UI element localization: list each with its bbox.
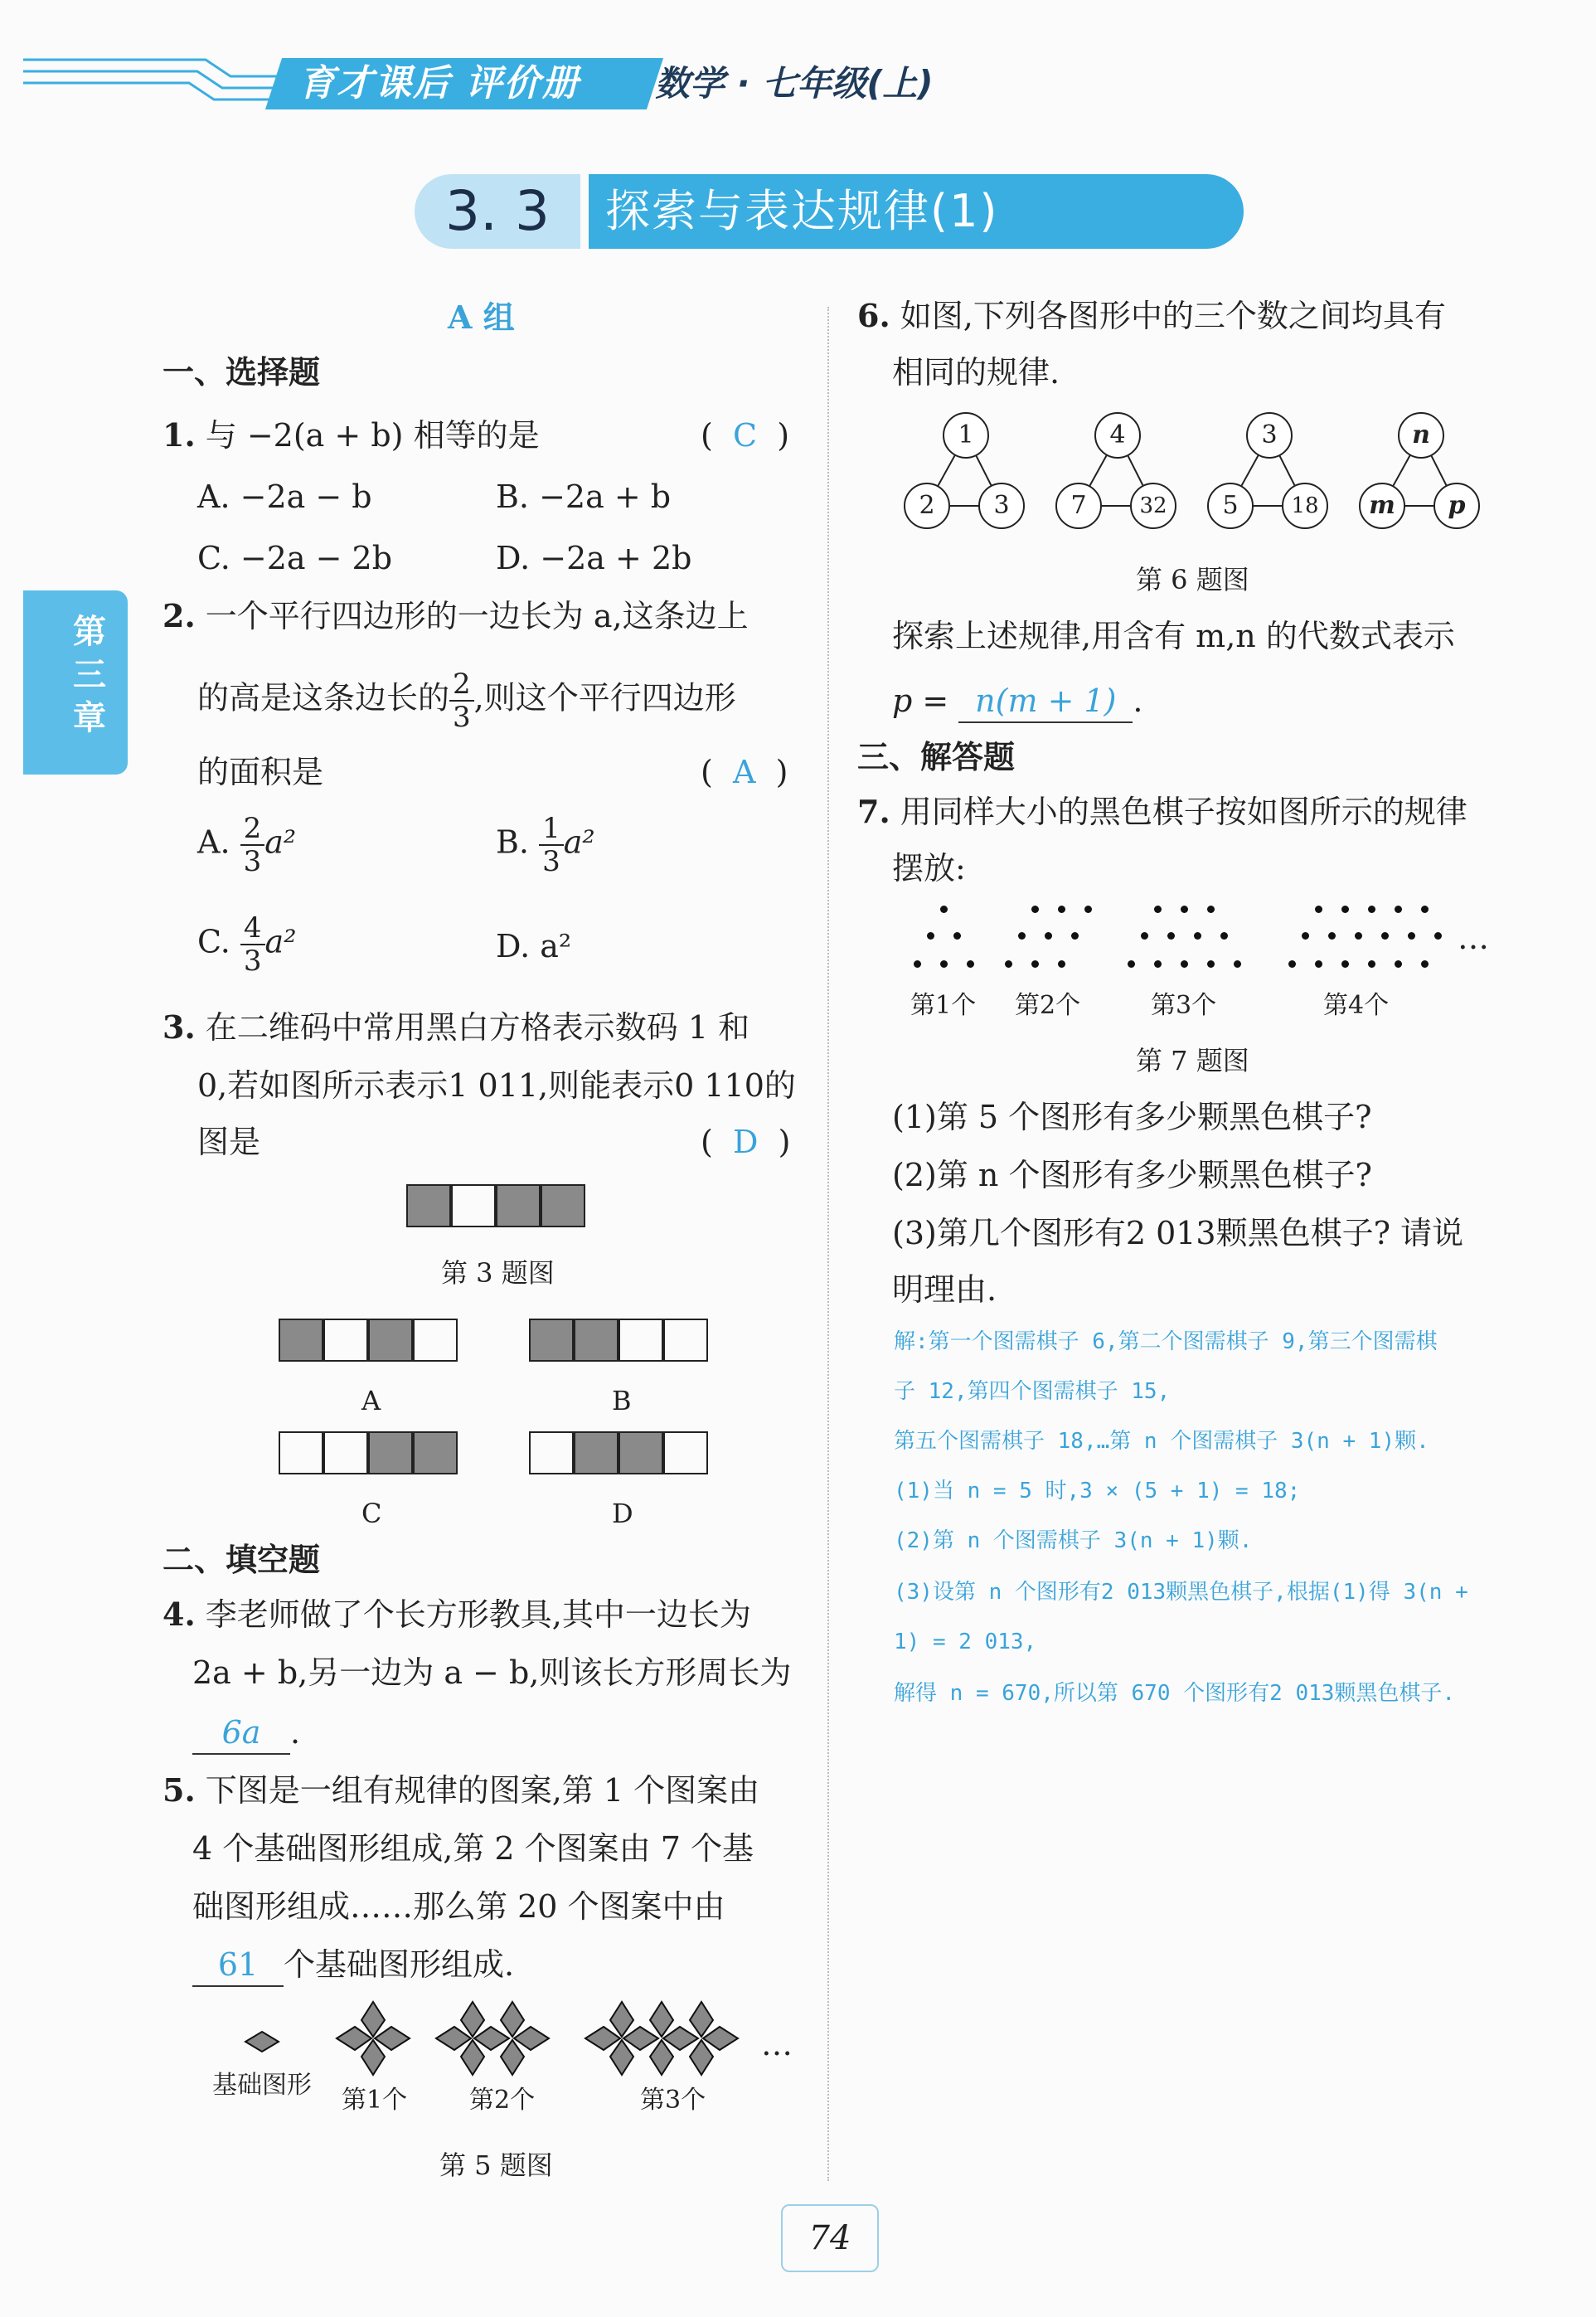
q6-line1 [857, 295, 1446, 337]
q3a-cell [413, 1319, 458, 1362]
q7-dot [1434, 932, 1442, 940]
q7-dot [1234, 960, 1241, 968]
q3d-cell [529, 1431, 574, 1474]
q2-a-num: 2 [240, 813, 265, 846]
q7-ellipsis: … [1458, 920, 1489, 956]
q1-option-b: B. −2a + b [496, 478, 672, 515]
q5-label-basic: 基础图形 [212, 2071, 312, 2100]
q7-label-1: 第1个 [910, 991, 977, 1020]
header-subject: 数学 · 七年级(上) [655, 63, 934, 104]
q2-c-frac [240, 912, 265, 977]
q5-ellipsis: … [761, 2026, 793, 2062]
q7-num: 7. [857, 793, 890, 830]
q3d-cell [574, 1431, 619, 1474]
q2-b-den: 3 [542, 845, 560, 878]
q3-cell [541, 1184, 585, 1227]
q1-option-d: D. −2a + 2b [496, 540, 692, 576]
q7-dot [1141, 932, 1148, 940]
q6-t2-right: 32 [1130, 483, 1176, 529]
q7-solution-line: (2)第 n 个图需棋子 3(n + 1)颗. [894, 1528, 1253, 1553]
q7-stem1: 用同样大小的黑色棋子按如图所示的规律 [900, 794, 1467, 830]
q7-dot [1154, 906, 1162, 913]
q7-dot [1058, 906, 1065, 913]
q6-t1-left: 2 [904, 483, 950, 529]
q7-dot [1154, 960, 1162, 968]
q7-dot [967, 960, 974, 968]
q7-dot [1207, 906, 1215, 913]
q7-label-2: 第2个 [1015, 991, 1081, 1020]
q2-a-var: a² [264, 823, 297, 861]
q7-dot [1381, 932, 1389, 940]
q7-dot [1031, 960, 1039, 968]
q6-caption: 第 6 题图 [1136, 564, 1249, 595]
q3-answer: D [732, 1124, 759, 1160]
q7-label-4: 第4个 [1323, 991, 1390, 1020]
q5-caption: 第 5 题图 [439, 2149, 553, 2181]
q5-answer: 61 [192, 1944, 284, 1987]
q1-answer: C [732, 417, 758, 454]
q7-dot [1031, 906, 1039, 913]
q1-num: 1. [163, 416, 196, 454]
q7-dot [953, 932, 961, 940]
q6-answer-line [892, 680, 1142, 723]
q3c-cell [413, 1431, 458, 1474]
q2-a-frac [240, 813, 265, 877]
q5-label-1: 第1个 [342, 2086, 408, 2115]
q3-label-b: B [612, 1385, 632, 1416]
q2-option-d: D. a² [496, 928, 572, 964]
q6-stem1: 如图,下列各图形中的三个数之间均具有 [900, 298, 1446, 334]
q7-line1 [857, 791, 1467, 833]
q2-option-b [496, 813, 595, 877]
q6-t4-right: p [1433, 483, 1480, 529]
q2-option-a [197, 813, 296, 877]
q2-c-var: a² [264, 923, 297, 960]
q7-solution-line: (3)设第 n 个图形有2 013颗黑色棋子,根据(1)得 3(n + [894, 1580, 1468, 1605]
q7-dot [1045, 932, 1052, 940]
q5-num: 5. [163, 1771, 196, 1809]
q5-tail: 个基础图形组成. [284, 1946, 515, 1983]
q6-t3-top: 3 [1246, 412, 1293, 459]
q3b-cell [663, 1319, 708, 1362]
q7-solution-line: 1) = 2 013, [894, 1630, 1037, 1654]
q4-stem2: 2a + b,另一边为 a − b,则该长方形周长为 [192, 1654, 792, 1691]
q7-dot [1302, 932, 1309, 940]
q2-line1 [163, 595, 749, 637]
q6-stem2: 相同的规律. [892, 354, 1060, 391]
q4-stem1: 李老师做了个长方形教具,其中一边长为 [205, 1596, 751, 1633]
q5-label-2: 第2个 [469, 2086, 536, 2115]
q2-fraction [449, 668, 474, 733]
q7-dot [1355, 932, 1362, 940]
q7-dot [1395, 960, 1402, 968]
q2-frac-num: 2 [449, 668, 474, 702]
q6-tail: . [1133, 682, 1143, 719]
group-label: A 组 [448, 299, 515, 336]
q7-sub1: (1)第 5 个图形有多少颗黑色棋子? [892, 1099, 1372, 1135]
q7-sub2: (2)第 n 个图形有多少颗黑色棋子? [892, 1157, 1372, 1193]
q3-line1 [163, 1007, 749, 1048]
q4-line1 [163, 1594, 751, 1635]
q6-t4-left: m [1359, 483, 1405, 529]
q7-dot [1421, 960, 1429, 968]
section-title: 探索与表达规律(1) [589, 174, 1244, 249]
q3-cell [406, 1184, 451, 1227]
q1-option-a: A. −2a − b [197, 478, 372, 515]
q7-dot [1315, 906, 1322, 913]
q4-answer-line [192, 1712, 300, 1755]
q7-dot [1207, 960, 1215, 968]
q2-c-num: 4 [240, 912, 265, 945]
page-number: 74 [781, 2204, 879, 2272]
q7-dot [1328, 932, 1336, 940]
q3-cell [496, 1184, 541, 1227]
q6-stem3: 探索上述规律,用含有 m,n 的代数式表示 [892, 618, 1455, 654]
q5-answer-line [192, 1944, 514, 1987]
q3b-cell [619, 1319, 663, 1362]
q2-answer-bracket: ( A ) [701, 754, 788, 790]
q3c-cell [368, 1431, 413, 1474]
q7-dot [1421, 906, 1429, 913]
q7-dot [1058, 960, 1065, 968]
q2-b-num: 1 [539, 813, 564, 846]
q7-dot [940, 960, 948, 968]
q1-option-c: C. −2a − 2b [197, 540, 393, 576]
q2-b-label: B. [496, 823, 530, 861]
q7-dot [1005, 960, 1012, 968]
q2-c-den: 3 [243, 945, 262, 978]
q2-frac-den: 3 [453, 701, 471, 734]
q7-sub4: 明理由. [892, 1271, 997, 1308]
q7-dot [1341, 960, 1349, 968]
q7-dot [914, 960, 921, 968]
q4-num: 4. [163, 1596, 196, 1633]
q7-dot [1167, 932, 1175, 940]
q7-dot [940, 906, 948, 913]
q7-label-3: 第3个 [1151, 991, 1217, 1020]
q2-b-var: a² [563, 823, 595, 861]
q3c-cell [279, 1431, 323, 1474]
q3-answer-bracket: ( D ) [701, 1124, 791, 1160]
header-decoration-lines [23, 51, 297, 114]
q6-answer: n(m + 1) [958, 680, 1133, 723]
q7-solution-line: (1)当 n = 5 时,3 × (5 + 1) = 18; [894, 1479, 1301, 1503]
q6-p-label: p = [892, 682, 949, 719]
q3b-cell [574, 1319, 619, 1362]
q3a-cell [279, 1319, 323, 1362]
q2-stem1: 一个平行四边形的一边长为 a,这条边上 [205, 598, 749, 634]
q7-stem2: 摆放: [892, 850, 966, 886]
q7-solution-line: 解得 n = 670,所以第 670 个图形有2 013颗黑色棋子. [894, 1681, 1456, 1706]
q6-t2-left: 7 [1055, 483, 1102, 529]
q3a-cell [368, 1319, 413, 1362]
q7-dot [927, 932, 934, 940]
q7-dot [1181, 960, 1188, 968]
q2-a-label: A. [197, 823, 230, 861]
q7-dot [1194, 932, 1201, 940]
q3-stem1: 在二维码中常用黑白方格表示数码 1 和 [205, 1009, 750, 1046]
q7-dot [1395, 906, 1402, 913]
q3d-cell [619, 1431, 663, 1474]
q2-b-frac [539, 813, 564, 877]
q5-label-3: 第3个 [640, 2086, 706, 2115]
q7-solution-line: 第五个图需棋子 18,…第 n 个图需棋子 3(n + 1)颗. [894, 1429, 1429, 1454]
q2-option-c [197, 912, 296, 977]
header-series-band [265, 58, 663, 109]
q1-answer-bracket: ( C ) [701, 417, 790, 454]
q3-label-a: A [361, 1385, 381, 1416]
q5-stem1: 下图是一组有规律的图案,第 1 个图案由 [205, 1772, 760, 1809]
q2-line2 [197, 668, 736, 733]
q3c-cell [323, 1431, 368, 1474]
q6-t3-left: 5 [1207, 483, 1254, 529]
q2-answer: A [732, 754, 756, 790]
q6-t2-top: 4 [1094, 412, 1141, 459]
column-divider [827, 307, 829, 2181]
q7-dot [1368, 906, 1375, 913]
q7-dot [1084, 906, 1092, 913]
q3-stem2: 0,若如图所示表示1 011,则能表示0 110的 [197, 1067, 796, 1104]
chapter-tab-label: 第三章 [73, 613, 106, 737]
q5-line1 [163, 1770, 759, 1811]
q7-dot [1368, 960, 1375, 968]
q7-dot [1181, 906, 1188, 913]
q6-t1-right: 3 [978, 483, 1025, 529]
q2-stem2a: 的高是这条边长的 [197, 679, 450, 716]
q1-stem: 与 −2(a + b) 相等的是 [205, 417, 540, 454]
q7-dot [1128, 960, 1135, 968]
q7-caption: 第 7 题图 [1136, 1045, 1249, 1076]
q7-dot [1018, 932, 1026, 940]
q6-num: 6. [857, 297, 890, 334]
q3d-cell [663, 1431, 708, 1474]
q3-cell [451, 1184, 496, 1227]
q3a-cell [323, 1319, 368, 1362]
q3-num: 3. [163, 1008, 196, 1046]
q3-label-d: D [612, 1498, 633, 1529]
q7-dot [1288, 960, 1296, 968]
section-number: 3. 3 [415, 174, 580, 249]
q7-dot [1341, 906, 1349, 913]
section-fill: 二、填空题 [163, 1541, 321, 1578]
section-choice: 一、选择题 [163, 353, 321, 391]
q7-dot [1220, 932, 1228, 940]
q2-num: 2. [163, 597, 196, 634]
q3b-cell [529, 1319, 574, 1362]
q3-label-c: C [361, 1498, 382, 1529]
q6-t1-top: 1 [943, 412, 989, 459]
header-series: 育才课后 评价册 [298, 62, 580, 104]
section-solve: 三、解答题 [857, 738, 1016, 775]
q6-t3-right: 18 [1282, 483, 1328, 529]
q1 [163, 415, 540, 456]
q4-tail: . [290, 1714, 301, 1751]
q3-stem3: 图是 [197, 1124, 261, 1160]
q7-solution-line: 子 12,第四个图需棋子 15, [894, 1379, 1171, 1404]
q5-stem2: 4 个基础图形组成,第 2 个图案由 7 个基 [192, 1830, 754, 1867]
q7-dot [1408, 932, 1415, 940]
q2-stem3: 的面积是 [197, 754, 324, 790]
q7-dot [1071, 932, 1079, 940]
q3-caption: 第 3 题图 [441, 1257, 555, 1289]
q7-solution-line: 解:第一个图需棋子 6,第二个图需棋子 9,第三个图需棋 [894, 1329, 1438, 1354]
q2-c-label: C. [197, 923, 230, 960]
chapter-tab [23, 590, 128, 775]
q7-sub3: (3)第几个图形有2 013颗黑色棋子? 请说 [892, 1215, 1464, 1251]
q2-stem2b: ,则这个平行四边形 [473, 679, 736, 716]
q7-dot [1315, 960, 1322, 968]
q6-t4-top: n [1398, 412, 1444, 459]
q5-stem3: 础图形组成……那么第 20 个图案中由 [192, 1888, 725, 1925]
q4-answer: 6a [192, 1712, 290, 1755]
q2-a-den: 3 [243, 845, 262, 878]
